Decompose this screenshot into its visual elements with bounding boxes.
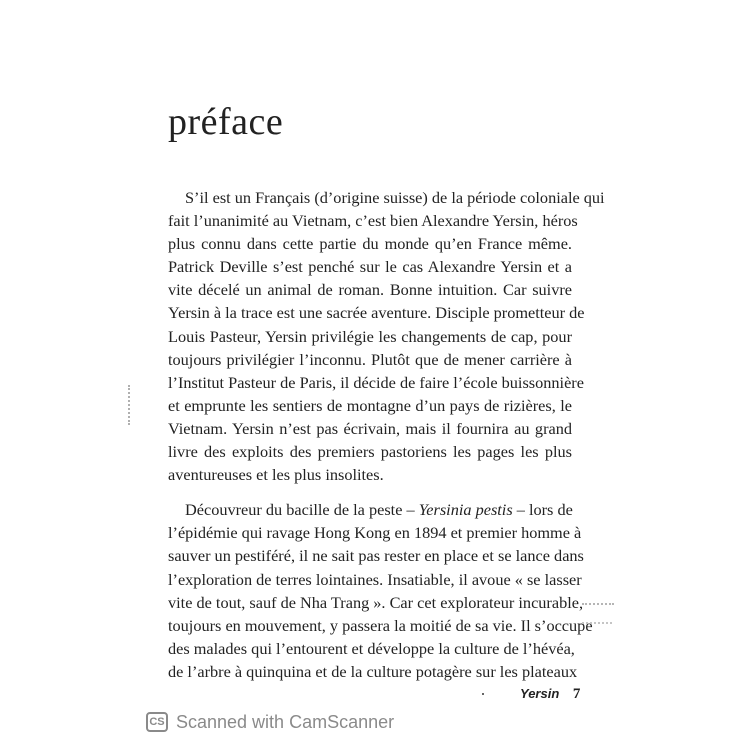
paragraph-2-line: sauver un pestiféré, il ne sait pas rester en place et se lance dans [168,546,584,566]
paragraph-1-line: Louis Pasteur, Yersin privilégie les changements de cap, pour [168,326,572,346]
paragraph-1-line: fait l’unanimité au Vietnam, c’est bien Alexandre Yersin, héros [168,211,578,231]
paragraph-2-line: vite de tout, sauf de Nha Trang ». Car cet explorateur incurable, [168,592,584,612]
camscanner-watermark [146,710,394,734]
paragraph-1-line: livre des exploits des premiers pastoriens les pages les plus [168,442,572,462]
paragraph-2-line: des malades qui l’entourent et développe la culture de l’hévéa, [168,638,575,658]
scan-margin-dots [582,622,612,624]
paragraph-1-line: Yersin à la trace est une sacrée aventure. Disciple prometteur de [168,303,585,323]
paragraph-1-line: et emprunte les sentiers de montagne d’un pays de rizières, le [168,395,572,415]
page-title: préface [168,101,284,143]
italic-species-name: Yersinia pestis [418,500,513,520]
scan-speck [482,693,484,695]
page-number: 7 [572,686,581,702]
page-footer [520,686,580,703]
paragraph-1-line: plus connu dans cette partie du monde qu’en France même. [168,234,572,254]
scan-margin-dots [128,385,132,425]
paragraph-2-line: l’épidémie qui ravage Hong Kong en 1894 et premier homme à [168,523,582,543]
paragraph-2 [168,498,593,683]
paragraph-1-line: Vietnam. Yersin n’est pas écrivain, mais il fournira au grand [168,418,572,438]
paragraph-1-line: vite décelé un animal de roman. Bonne intuition. Car suivre [168,280,572,300]
paragraph-2-line-1: Découvreur du bacille de la peste – Yersinia pestis – lors de [185,500,573,520]
scan-margin-dots [582,603,614,605]
watermark-text: Scanned with CamScanner [176,711,395,732]
paragraph-1-line: l’Institut Pasteur de Paris, il décide de faire l’école buissonnière [168,372,584,392]
paragraph-1-line: S’il est un Français (d’origine suisse) de la période coloniale qui [185,188,605,207]
paragraph-2-line: l’exploration de terres lointaines. Insatiable, il avoue « se lasser [168,569,582,589]
paragraph-1-line: aventureuses et les plus insolites. [168,465,384,485]
body-text [168,186,605,683]
paragraph-2-line: toujours en mouvement, y passera la moitié de sa vie. Il s’occupe [168,615,593,635]
camscanner-logo-icon: CS [146,712,168,732]
paragraph-2-line: de l’arbre à quinquina et de la culture potagère sur les plateaux [168,661,578,681]
paragraph-1-line: toujours privilégier l’inconnu. Plutôt que de mener carrière à [168,349,572,369]
paragraph-1 [168,186,605,486]
paragraph-1-line: Patrick Deville s’est penché sur le cas Alexandre Yersin et a [168,257,572,277]
running-footer-title: Yersin [520,686,560,701]
